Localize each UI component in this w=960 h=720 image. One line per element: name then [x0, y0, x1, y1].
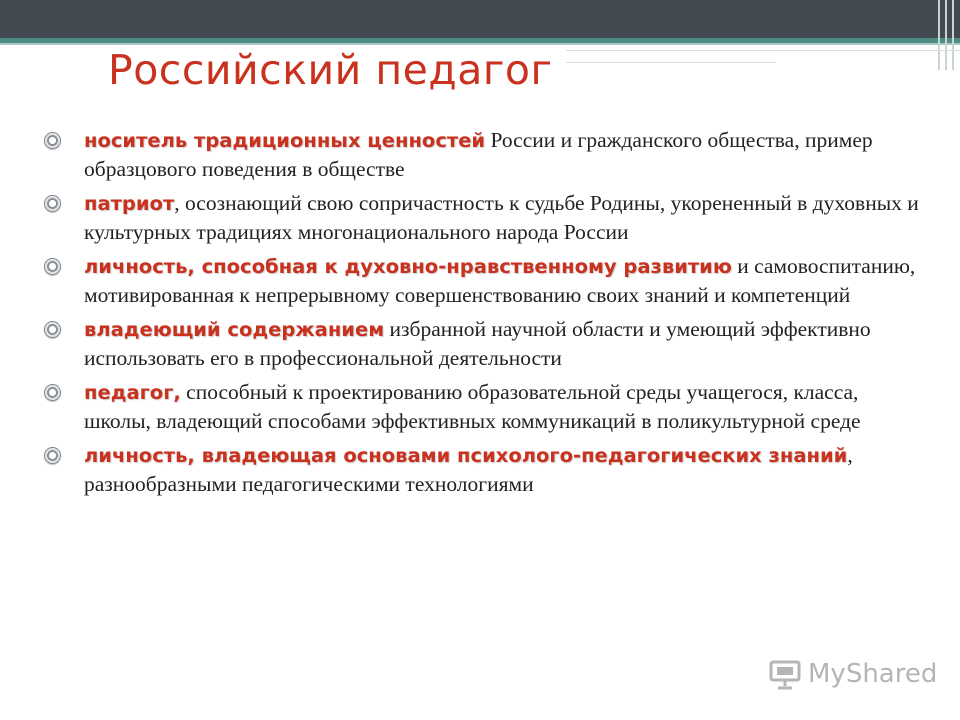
- bullet-highlight: носитель традиционных ценностей: [84, 129, 486, 152]
- bullet-icon: [44, 321, 61, 338]
- list-item: [44, 252, 924, 309]
- watermark: [768, 656, 937, 692]
- bullet-highlight: патриот: [84, 192, 175, 215]
- bullet-highlight: личность, способная к духовно-нравственному развитию: [84, 255, 732, 278]
- list-item: [44, 315, 924, 372]
- bullet-text: избранной научной области и умеющий эффективно использовать его в профессиональной деятельности: [84, 317, 871, 370]
- bullet-text: России и гражданского общества, пример образцового поведения в обществе: [84, 128, 873, 181]
- list-item: [44, 126, 924, 183]
- bullet-highlight: личность, владеющая основами психолого-педагогических знаний: [84, 444, 848, 467]
- watermark-text: MyShared: [808, 659, 938, 689]
- bullet-text: способный к проектированию образовательной среды учащегося, класса, школы, владеющий способами эффективных коммуникаций в поликультурной среде: [84, 380, 861, 433]
- slide-title: Российский педагог: [108, 46, 553, 94]
- bullet-icon: [44, 132, 61, 149]
- list-item: [44, 378, 924, 435]
- guide-line: [566, 50, 960, 51]
- bullet-icon: [44, 384, 61, 401]
- bullet-icon: [44, 195, 61, 212]
- top-bar: [0, 0, 960, 38]
- bullet-list: [44, 126, 924, 504]
- bullet-text: , осознающий свою сопричастность к судьбе Родины, укорененный в духовных и культурных традициях многонационального народа России: [84, 191, 919, 244]
- bullet-icon: [44, 258, 61, 275]
- corner-decoration: [932, 0, 960, 70]
- list-item: [44, 441, 924, 498]
- guide-line: [566, 62, 776, 63]
- list-item: [44, 189, 924, 246]
- presentation-icon: [768, 657, 802, 691]
- bullet-highlight: педагог,: [84, 381, 181, 404]
- bullet-text: и самовоспитанию, мотивированная к непрерывному совершенствованию своих знаний и компетенций: [84, 254, 916, 307]
- bullet-highlight: владеющий содержанием: [84, 318, 385, 341]
- bullet-text: , разнообразными педагогическими технологиями: [84, 443, 853, 496]
- top-stripe-light: [0, 43, 960, 45]
- bullet-icon: [44, 447, 61, 464]
